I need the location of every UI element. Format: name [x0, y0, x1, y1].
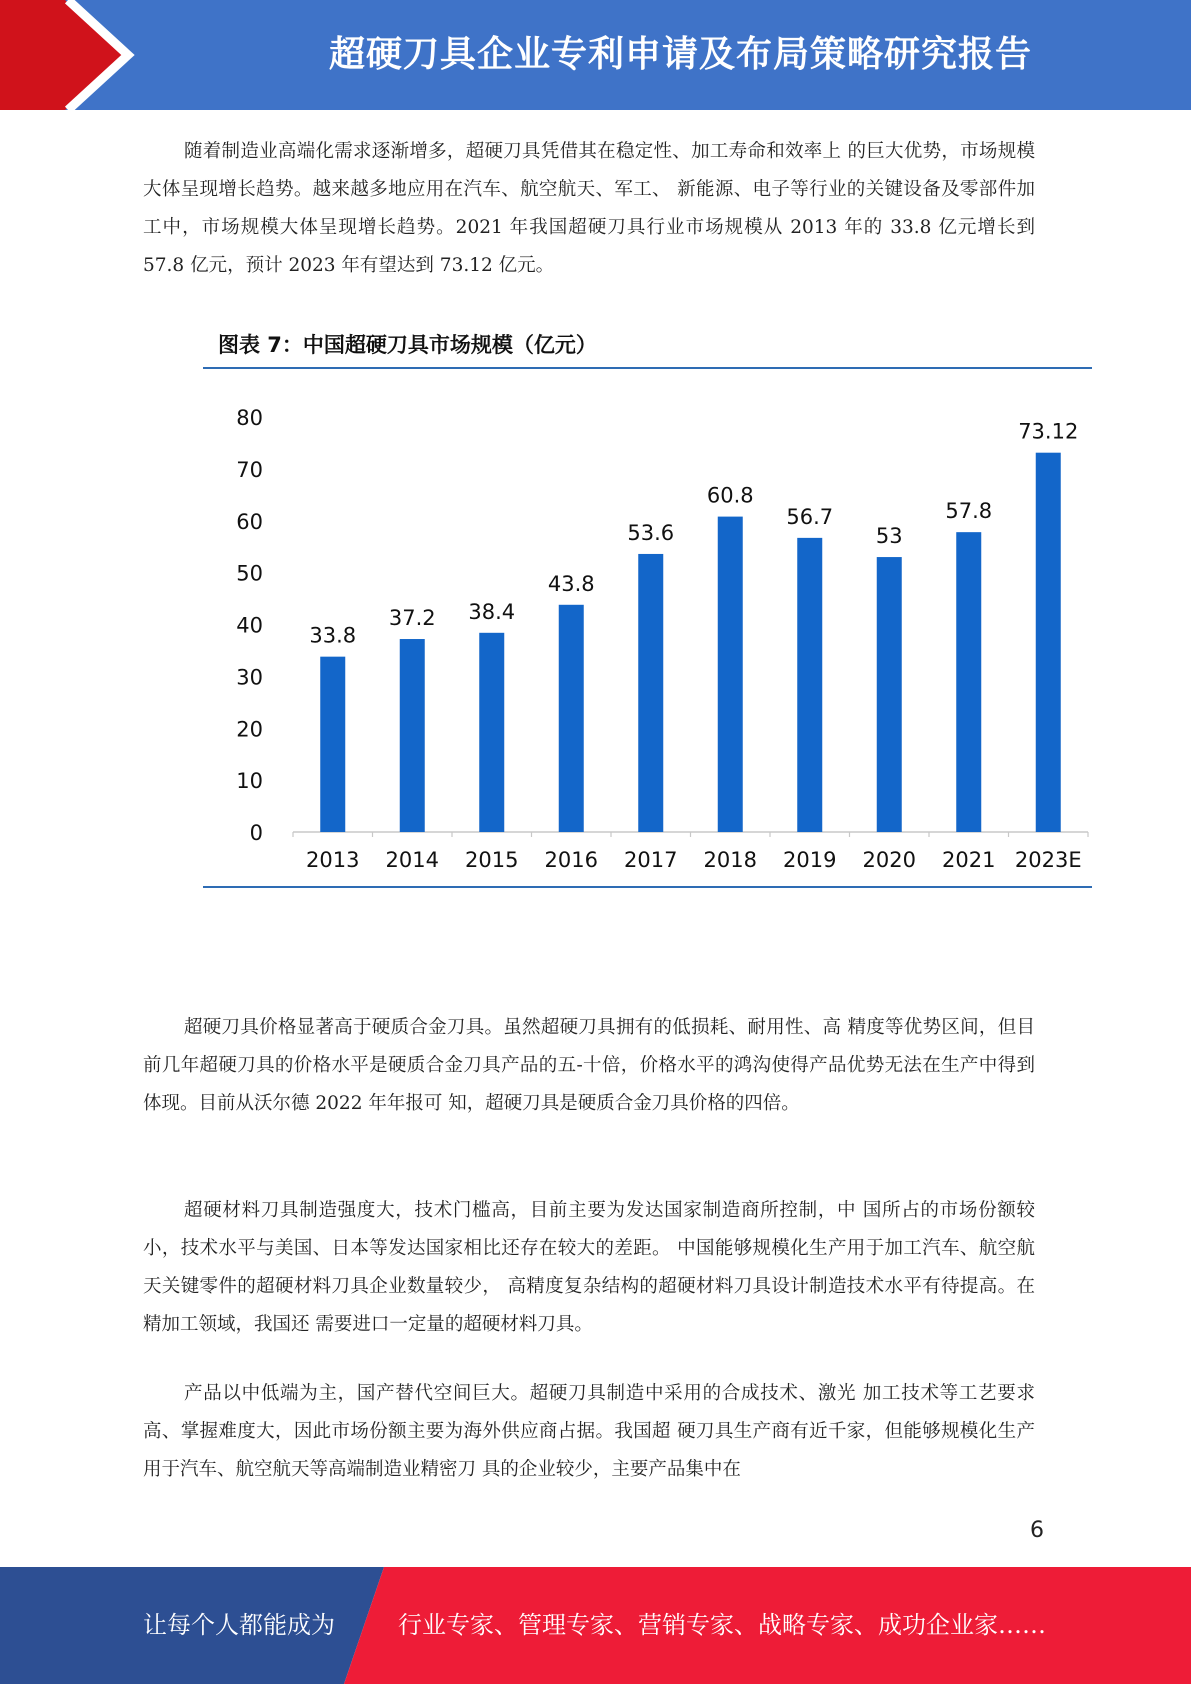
intro-paragraph: 随着制造业高端化需求逐渐增多，超硬刀具凭借其在稳定性、加工寿命和效率上 的巨大优势，市场规模大体呈现增长趋势。越来越多地应用在汽车、航空航天、军工、 新能源、电子等行业的关键设备及零部件加工中，市场规模大体呈现增长趋势。2021 年我国超硬刀具行业市场规模从 2013 年的 33.8 亿元增长到 57.8 亿元，预计 2023 年有望达到 73.12 亿元。	[143, 141, 1035, 276]
header-arrow-decoration	[0, 0, 150, 110]
price-paragraph: 超硬刀具价格显著高于硬质合金刀具。虽然超硬刀具拥有的低损耗、耐用性、高 精度等优势区间，但目前几年超硬刀具的价格水平是硬质合金刀具产品的五-十倍，价格水平的鸿沟使得产品优势无法在生产中得到体现。目前从沃尔德 2022 年年报可 知，超硬刀具是硬质合金刀具价格的四倍。	[143, 1017, 1035, 1114]
bar	[638, 554, 663, 832]
bar-value-label: 37.2	[388, 606, 436, 631]
bar-value-label: 60.8	[706, 483, 754, 508]
y-tick-label: 30	[236, 665, 263, 690]
footer-slogan-right: 行业专家、管理专家、营销专家、战略专家、成功企业家……	[398, 1611, 1046, 1639]
bar-value-label: 56.7	[786, 504, 834, 529]
chart-top-rule	[203, 367, 1092, 369]
report-title: 超硬刀具企业专利申请及布局策略研究报告	[328, 34, 1032, 75]
bar-value-label: 38.4	[468, 599, 516, 624]
x-tick-label: 2015	[465, 848, 519, 872]
y-tick-label: 50	[236, 561, 263, 586]
x-tick-label: 2023E	[1014, 848, 1082, 872]
page-number: 6	[1030, 1518, 1044, 1543]
bar	[797, 538, 822, 832]
bar	[718, 517, 743, 832]
page-footer	[0, 1567, 1191, 1684]
x-tick-label: 2016	[544, 848, 598, 872]
bar	[956, 532, 981, 832]
x-tick-label: 2017	[624, 848, 678, 872]
market-size-bar-chart	[203, 372, 1092, 882]
bar-value-label: 43.8	[547, 571, 595, 596]
x-tick-label: 2014	[385, 848, 439, 872]
bar-value-label: 53	[875, 524, 903, 549]
chart-bottom-rule	[203, 886, 1092, 888]
y-tick-label: 20	[236, 717, 263, 742]
bar-value-label: 57.8	[945, 499, 993, 524]
footer-slogan-left: 让每个人都能成为	[143, 1611, 335, 1639]
x-tick-label: 2021	[942, 848, 996, 872]
y-tick-label: 40	[236, 613, 263, 638]
bar-value-label: 73.12	[1018, 419, 1079, 444]
chart-title: 图表 7：中国超硬刀具市场规模（亿元）	[218, 333, 597, 357]
domestic-substitution-paragraph: 产品以中低端为主，国产替代空间巨大。超硬刀具制造中采用的合成技术、激光 加工技术等工艺要求高、掌握难度大，因此市场份额主要为海外供应商占据。我国超 硬刀具生产商有近千家，但能够规模化生产用于汽车、航空航天等高端制造业精密刀 具的企业较少，主要产品集中在	[143, 1383, 1035, 1480]
y-tick-label: 70	[236, 457, 263, 482]
y-tick-label: 10	[236, 769, 263, 794]
technology-paragraph: 超硬材料刀具制造强度大，技术门槛高，目前主要为发达国家制造商所控制，中 国所占的市场份额较小，技术水平与美国、日本等发达国家相比还存在较大的差距。 中国能够规模化生产用于加工汽车、航空航天关键零件的超硬材料刀具企业数量较少， 高精度复杂结构的超硬材料刀具设计制造技术水平有待提高。在精加工领域，我国还 需要进口一定量的超硬材料刀具。	[143, 1200, 1035, 1335]
bar	[1036, 453, 1061, 832]
bar-value-label: 33.8	[309, 623, 357, 648]
x-tick-label: 2018	[703, 848, 757, 872]
x-tick-label: 2020	[862, 848, 916, 872]
bar	[479, 633, 504, 832]
page-header	[0, 0, 1191, 110]
bar-value-label: 53.6	[627, 520, 675, 545]
x-tick-label: 2019	[783, 848, 837, 872]
y-tick-label: 80	[236, 406, 263, 430]
y-tick-label: 60	[236, 509, 263, 534]
bar	[400, 639, 425, 832]
bar	[877, 557, 902, 832]
x-tick-label: 2013	[306, 848, 360, 872]
bar	[320, 657, 345, 832]
y-tick-label: 0	[249, 821, 263, 845]
bar	[559, 605, 584, 832]
